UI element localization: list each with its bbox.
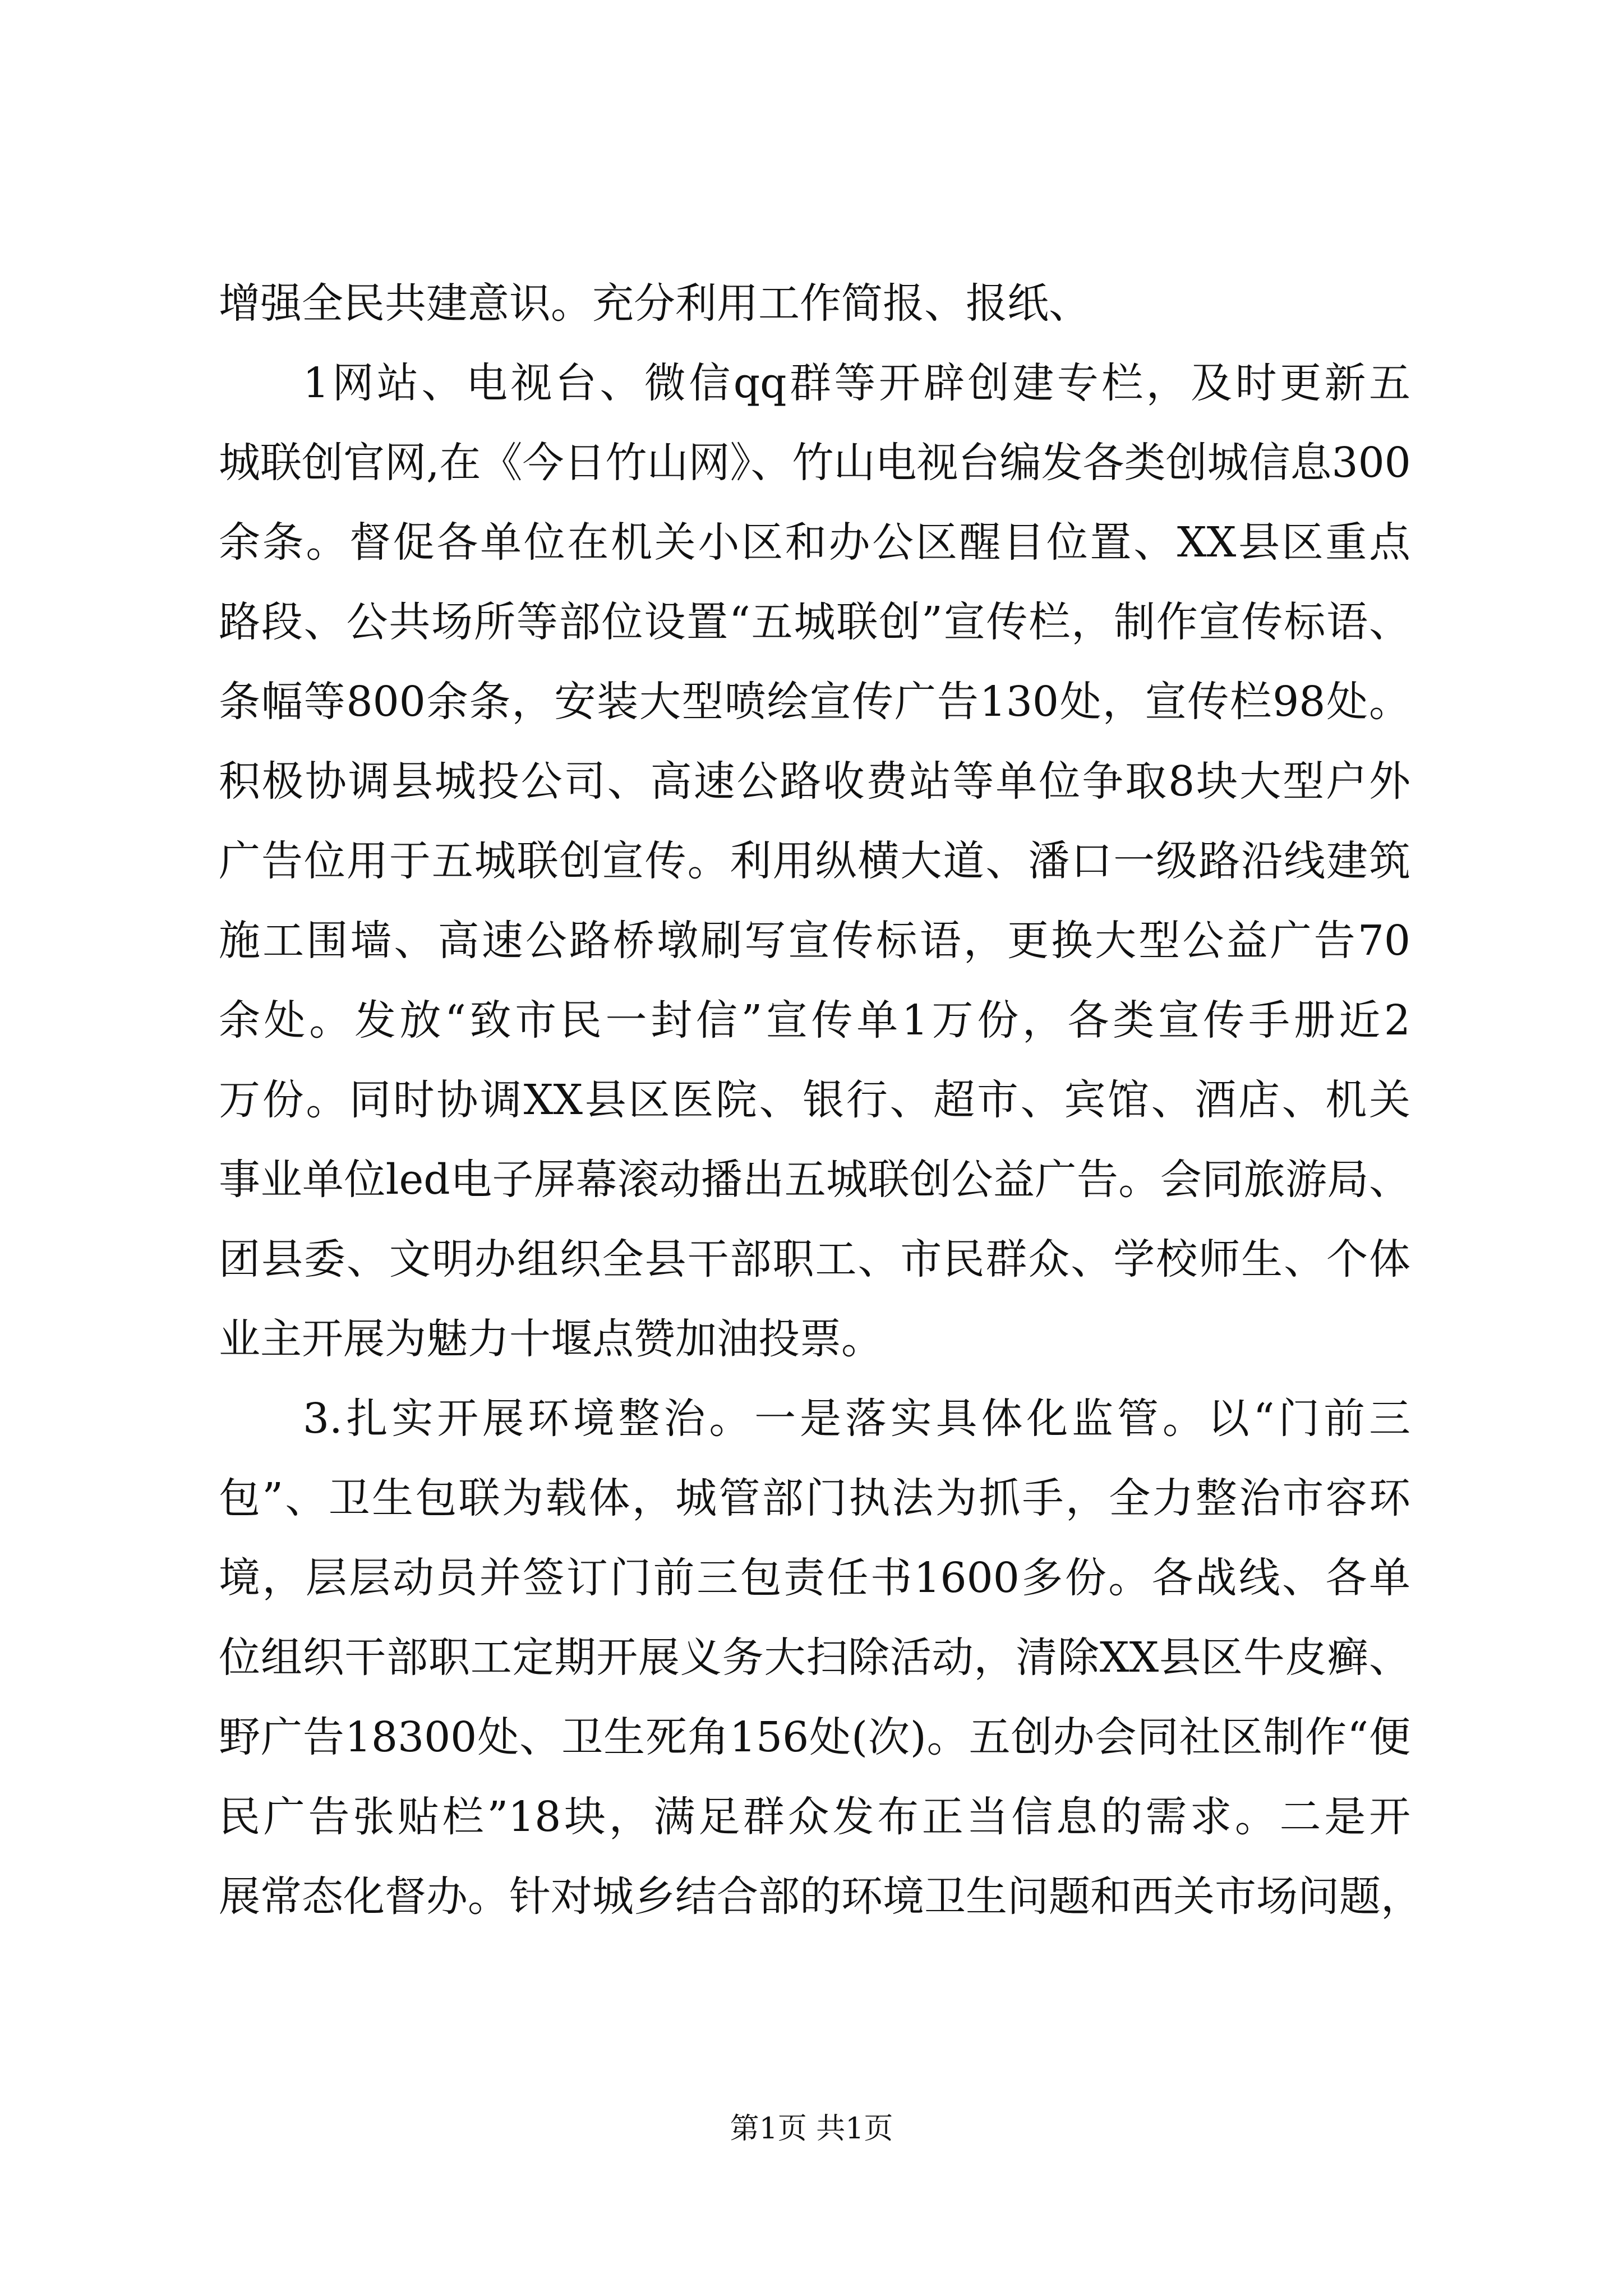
paragraph-2: [219, 343, 1410, 1379]
document-body: [219, 264, 1422, 1936]
paragraph-3: [219, 1379, 1422, 1936]
paragraph-line: 包”、卫生包联为载体，城管部门执法为抓手，全力整治市容环: [219, 1474, 1410, 1522]
paragraph-line: 积极协调县城投公司、高速公路收费站等单位争取8块大型户外: [219, 757, 1410, 806]
paragraph-1: [219, 264, 1410, 343]
page-number-footer: 第1页 共1页: [730, 2112, 893, 2146]
paragraph-line: 广告位用于五城联创宣传。利用纵横大道、潘口一级路沿线建筑: [219, 837, 1410, 885]
paragraph-line: 团县委、文明办组织全县干部职工、市民群众、学校师生、个体: [219, 1235, 1410, 1283]
paragraph-line: 3.扎实开展环境整治。一是落实具体化监管。以“门前三: [303, 1395, 1410, 1443]
paragraph-line: 境，层层动员并签订门前三包责任书1600多份。各战线、各单: [219, 1554, 1410, 1602]
paragraph-line: 城联创官网,在《今日竹山网》、竹山电视台编发各类创城信息300: [219, 439, 1411, 487]
paragraph-line: 1网站、电视台、微信qq群等开辟创建专栏，及时更新五: [303, 359, 1410, 407]
paragraph-line: 条幅等800余条，安装大型喷绘宣传广告130处，宣传栏98处。: [219, 678, 1410, 726]
paragraph-line: 施工围墙、高速公路桥墩刷写宣传标语，更换大型公益广告70: [219, 917, 1410, 965]
paragraph-line: 展常态化督办。针对城乡结合部的环境卫生问题和西关市场问题，: [219, 1872, 1422, 1921]
paragraph-line: 位组织干部职工定期开展义务大扫除活动，清除XX县区牛皮癣、: [219, 1634, 1410, 1682]
paragraph-line: 路段、公共场所等部位设置“五城联创”宣传栏，制作宣传标语、: [219, 598, 1410, 646]
paragraph-line: 野广告18300处、卫生死角156处(次)。五创办会同社区制作“便: [219, 1713, 1410, 1761]
paragraph-line: 余处。发放“致市民一封信”宣传单1万份，各类宣传手册近2: [219, 996, 1410, 1045]
paragraph-line: 业主开展为魅力十堰点赞加油投票。: [219, 1315, 883, 1363]
paragraph-line: 余条。督促各单位在机关小区和办公区醒目位置、XX县区重点: [219, 518, 1410, 567]
paragraph-line: 万份。同时协调XX县区医院、银行、超市、宾馆、酒店、机关: [219, 1076, 1410, 1124]
paragraph-line: 增强全民共建意识。充分利用工作简报、报纸、: [219, 279, 1090, 328]
paragraph-line: 民广告张贴栏”18块，满足群众发布正当信息的需求。二是开: [219, 1793, 1410, 1841]
paragraph-line: 事业单位led电子屏幕滚动播出五城联创公益广告。会同旅游局、: [219, 1156, 1410, 1204]
